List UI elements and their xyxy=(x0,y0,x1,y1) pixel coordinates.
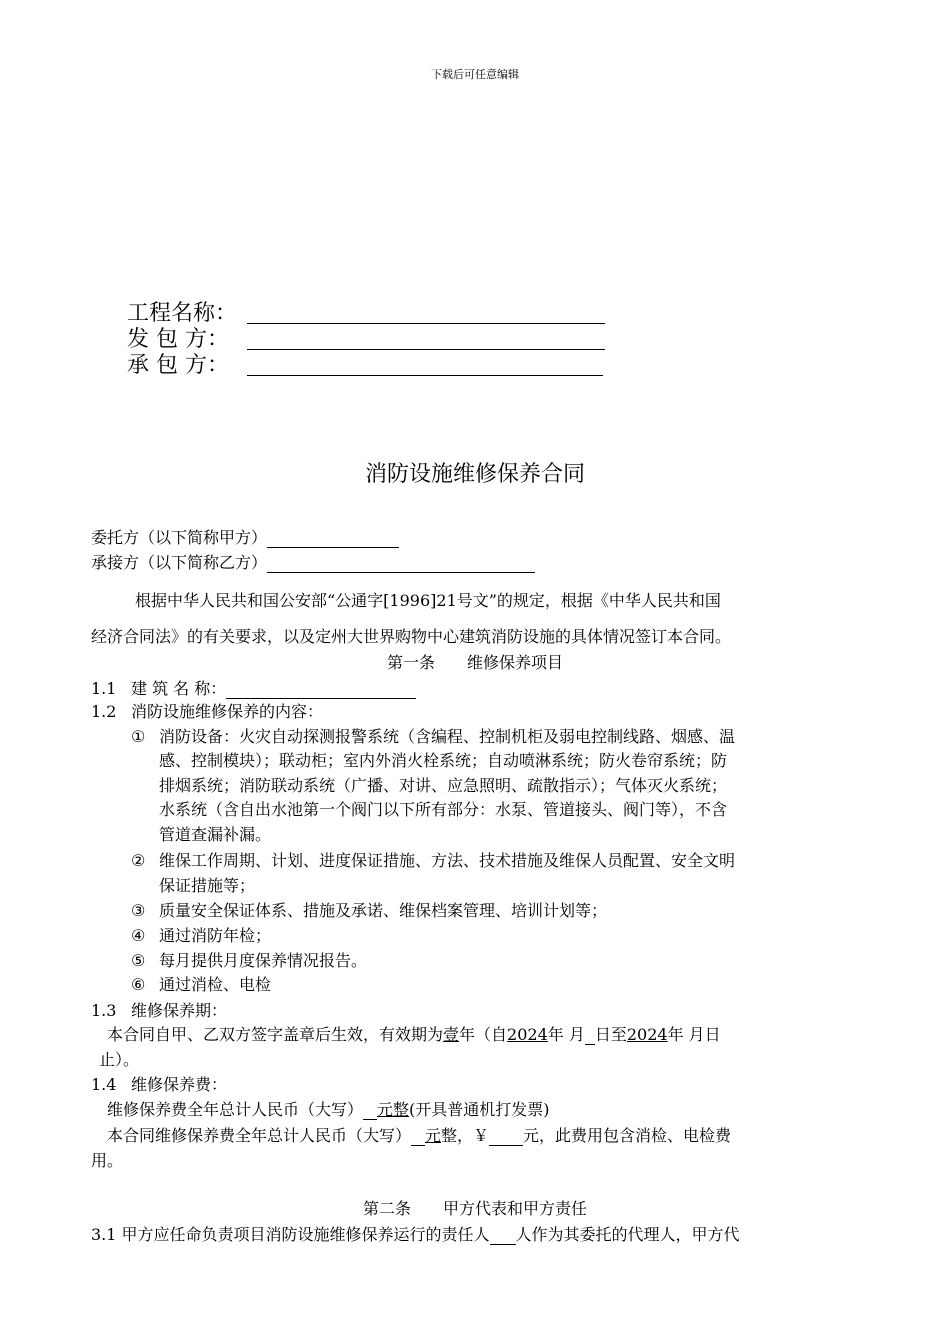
fee-line-1 xyxy=(107,1097,550,1120)
period-start-day-blank xyxy=(585,1028,595,1045)
section-3-1-text-a: 3.1 甲方应任命负责项目消防设施维修保养运行的责任人 xyxy=(91,1225,490,1244)
period-text-d: 日至 xyxy=(594,1025,627,1044)
section-3-1 xyxy=(91,1222,740,1245)
article-1-heading: 第一条 维修保养项目 xyxy=(386,653,563,672)
section-1-4-label: 维修保养费： xyxy=(131,1075,228,1094)
item-1-text-1: 消防设备：火灾自动探测报警系统（含编程、控制机柜及弱电控制线路、烟感、温 xyxy=(159,727,736,746)
document-title: 消防设施维修保养合同 xyxy=(364,462,585,487)
fee-2-text-a: 本合同维修保养费全年总计人民币（大写） xyxy=(107,1126,412,1145)
period-start-year: 2024 xyxy=(507,1025,548,1044)
item-1-line-1 xyxy=(131,724,735,747)
item-3-marker: ③ xyxy=(131,901,146,920)
section-1-1-number: 1.1 xyxy=(91,679,117,698)
item-6-marker: ⑥ xyxy=(131,975,146,994)
section-1-4-number: 1.4 xyxy=(91,1075,117,1094)
period-text-b: 年（自 xyxy=(459,1025,508,1044)
fee-2-amount-blank xyxy=(411,1129,425,1146)
item-2-line-1 xyxy=(131,848,735,871)
period-end-year: 2024 xyxy=(626,1025,668,1044)
fee-2-number-blank xyxy=(489,1129,523,1146)
fee-2-text-c: 整，￥ xyxy=(441,1126,490,1145)
period-text-c: 年 月 xyxy=(547,1025,585,1044)
item-2-text-1: 维保工作周期、计划、进度保证措施、方法、技术措施及维保人员配置、安全文明 xyxy=(159,851,736,870)
item-6-text: 通过消检、电检 xyxy=(159,975,272,994)
party-a-line xyxy=(91,525,399,548)
item-4 xyxy=(131,923,271,946)
item-6 xyxy=(131,972,271,995)
project-name-blank xyxy=(247,303,605,324)
contractor-blank xyxy=(247,355,603,376)
party-b-label: 承接方（以下简称乙方） xyxy=(91,553,268,572)
section-1-3-label: 维修保养期： xyxy=(131,1001,228,1020)
item-1-marker: ① xyxy=(131,727,146,746)
section-1-3 xyxy=(91,998,227,1021)
period-line-1 xyxy=(107,1022,721,1045)
item-3 xyxy=(131,898,607,921)
fee-line-2 xyxy=(107,1123,731,1146)
article-2-heading: 第二条 甲方代表和甲方责任 xyxy=(362,1199,587,1218)
item-5-marker: ⑤ xyxy=(131,951,146,970)
section-1-2-number: 1.2 xyxy=(91,702,117,721)
period-text-e: 年 月日 xyxy=(667,1025,721,1044)
intro-line-1: 根据中华人民共和国公安部“公通字[1996]21号文”的规定，根据《中华人民共和国 xyxy=(135,591,721,610)
contractor-label: 承 包 方： xyxy=(127,353,229,378)
period-line-2: 止）。 xyxy=(99,1050,140,1069)
section-1-3-number: 1.3 xyxy=(91,1001,117,1020)
building-name-blank xyxy=(226,682,416,699)
fee-2-unit: 元 xyxy=(425,1126,442,1145)
party-a-blank xyxy=(267,531,399,548)
employer-blank xyxy=(247,329,605,350)
item-1-line-5: 管道查漏补漏。 xyxy=(159,825,272,844)
fee-2-text-d: 元，此费用包含消检、电检费 xyxy=(523,1126,732,1145)
cover-contractor-row xyxy=(127,348,603,379)
employer-label: 发 包 方： xyxy=(127,327,229,352)
fee-line-3: 用。 xyxy=(91,1151,124,1170)
item-5 xyxy=(131,948,367,971)
fee-1-unit: 元整 xyxy=(377,1100,410,1119)
section-1-1 xyxy=(91,676,416,699)
item-4-marker: ④ xyxy=(131,926,146,945)
item-3-text: 质量安全保证体系、措施及承诺、维保档案管理、培训计划等； xyxy=(159,901,608,920)
intro-line-2: 经济合同法》的有关要求，以及定州大世界购物中心建筑消防设施的具体情况签订本合同。 xyxy=(91,627,732,646)
party-a-label: 委托方（以下简称甲方） xyxy=(91,528,268,547)
section-1-4 xyxy=(91,1072,227,1095)
item-4-text: 通过消防年检； xyxy=(159,926,272,945)
item-2-line-2: 保证措施等； xyxy=(159,876,256,895)
section-1-2 xyxy=(91,699,323,722)
project-name-label: 工程名称： xyxy=(127,301,238,326)
item-1-line-2: 感、控制模块）；联动柜；室内外消火栓系统；自动喷淋系统；防火卷帘系统；防 xyxy=(159,751,728,770)
header-note: 下载后可任意编辑 xyxy=(431,68,519,81)
period-years: 壹 xyxy=(443,1025,460,1044)
fee-1-text-a: 维修保养费全年总计人民币（大写） xyxy=(107,1100,364,1119)
section-1-2-label: 消防设施维修保养的内容： xyxy=(131,702,324,721)
section-3-1-text-b: 人作为其委托的代理人，甲方代 xyxy=(515,1225,740,1244)
item-5-text: 每月提供月度保养情况报告。 xyxy=(159,951,368,970)
item-2-marker: ② xyxy=(131,851,146,870)
fee-1-amount-blank xyxy=(363,1103,377,1120)
section-1-1-label: 建 筑 名 称： xyxy=(131,679,227,698)
period-text-a: 本合同自甲、乙双方签字盖章后生效，有效期为 xyxy=(107,1025,444,1044)
responsible-person-count-blank xyxy=(490,1228,516,1245)
fee-1-invoice-note: (开具普通机打发票) xyxy=(409,1100,550,1119)
party-b-line xyxy=(91,550,535,573)
item-1-line-3: 排烟系统；消防联动系统（广播、对讲、应急照明、疏散指示）；气体灭火系统； xyxy=(159,776,728,795)
item-1-line-4: 水系统（含自出水池第一个阀门以下所有部分：水泵、管道接头、阀门等），不含 xyxy=(159,800,728,819)
party-b-blank xyxy=(267,556,535,573)
